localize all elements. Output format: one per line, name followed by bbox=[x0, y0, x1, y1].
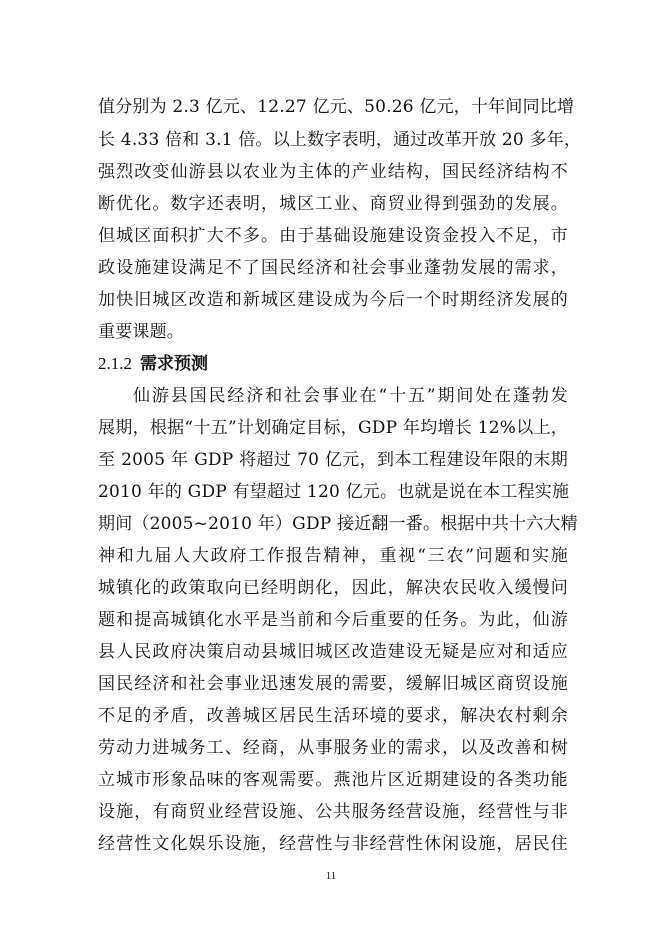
section-heading bbox=[98, 354, 208, 374]
page-number: 11 bbox=[325, 870, 337, 882]
paragraph2-line-10: 国民经济和社会事业迅速发展的需要，缓解旧城区商贸设施 bbox=[98, 674, 568, 694]
paragraph2-line-8: 题和提高城镇化水平是当前和今后重要的任务。为此，仙游 bbox=[98, 610, 568, 630]
paragraph2-line-15: 经营性文化娱乐设施，经营性与非经营性休闲设施，居民住 bbox=[98, 834, 568, 854]
paragraph1-line-3: 强烈改变仙游县以农业为主体的产业结构，国民经济结构不 bbox=[98, 162, 568, 182]
paragraph1-line-8: 重要课题。 bbox=[98, 322, 184, 342]
paragraph1-line-2: 长 4.33 倍和 3.1 倍。以上数字表明，通过改革开放 20 多年， bbox=[98, 130, 582, 150]
paragraph2-line-14: 设施，有商贸业经营设施、公共服务经营设施，经营性与非 bbox=[98, 802, 568, 822]
paragraph1-line-1: 值分别为 2.3 亿元、12.27 亿元、50.26 亿元，十年间同比增 bbox=[98, 97, 575, 117]
paragraph2-line-4: 2010 年的 GDP 有望超过 120 亿元。也就是说在本工程实施 bbox=[98, 482, 570, 502]
paragraph2-line-5: 期间（2005~2010 年）GDP 接近翻一番。根据中共十六大精 bbox=[98, 514, 578, 534]
section-number: 2.1.2 bbox=[98, 354, 132, 373]
paragraph2-line-13: 立城市形象品味的客观需要。燕池片区近期建设的各类功能 bbox=[98, 770, 568, 790]
paragraph2-line-12: 劳动力进城务工、经商，从事服务业的需求，以及改善和树 bbox=[98, 738, 568, 758]
paragraph2-line-9: 县人民政府决策启动县城旧城区改造建设无疑是应对和适应 bbox=[98, 642, 568, 662]
paragraph2-line-3: 至 2005 年 GDP 将超过 70 亿元，到本工程建设年限的末期 bbox=[98, 450, 568, 470]
paragraph1-line-5: 但城区面积扩大不多。由于基础设施建设资金投入不足，市 bbox=[98, 226, 568, 246]
paragraph2-line-2: 展期，根据“十五”计划确定目标，GDP 年均增长 12%以上， bbox=[98, 418, 568, 438]
paragraph1-line-4: 断优化。数字还表明，城区工业、商贸业得到强劲的发展。 bbox=[98, 194, 568, 214]
paragraph1-line-7: 加快旧城区改造和新城区建设成为今后一个时期经济发展的 bbox=[98, 290, 568, 310]
paragraph2-line-1: 仙游县国民经济和社会事业在“十五”期间处在蓬勃发 bbox=[133, 386, 568, 406]
paragraph2-line-6: 神和九届人大政府工作报告精神，重视“三农”问题和实施 bbox=[98, 546, 568, 566]
paragraph2-line-7: 城镇化的政策取向已经明朗化，因此，解决农民收入缓慢问 bbox=[98, 578, 568, 598]
paragraph1-line-6: 政设施建设满足不了国民经济和社会事业蓬勃发展的需求， bbox=[98, 258, 568, 278]
paragraph2-line-11: 不足的矛盾，改善城区居民生活环境的要求，解决农村剩余 bbox=[98, 706, 568, 726]
section-title: 需求预测 bbox=[140, 354, 208, 374]
